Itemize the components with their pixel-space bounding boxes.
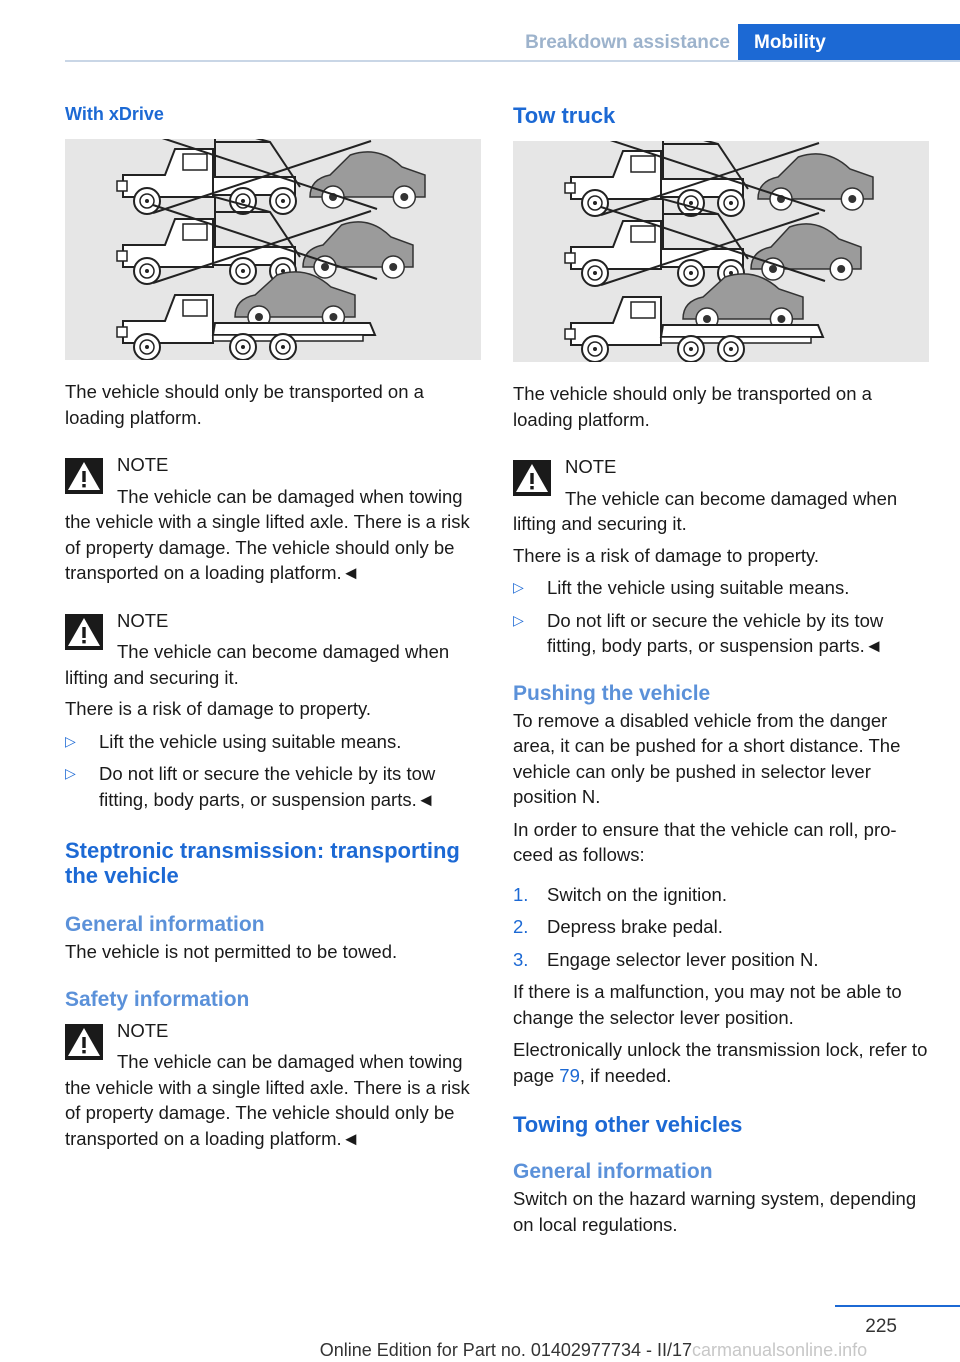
paragraph: Switch on the hazard warning system, depending on local regulations. <box>513 1188 917 1235</box>
section-heading-tow-truck: Tow truck <box>513 103 616 128</box>
bullet-list <box>513 575 929 659</box>
left-column <box>65 100 481 1157</box>
step-number: 3. <box>513 948 529 970</box>
header-section-title: Breakdown assistance <box>525 32 730 53</box>
warning-note <box>65 452 481 586</box>
subsection-heading: General information <box>513 1160 713 1183</box>
tow-truck-illustration-icon <box>513 141 929 362</box>
list-item-text: Do not lift or secure the vehicle by its tow fitting, body parts, or suspension parts.◄ <box>547 609 884 656</box>
note-title: NOTE <box>565 456 617 477</box>
subsection-heading: Pushing the vehicle <box>513 681 711 705</box>
note-title: NOTE <box>117 454 169 475</box>
note-title: NOTE <box>117 1019 169 1041</box>
paragraph: To remove a disabled vehicle from the danger area, it can be pushed for a short distance. The vehicle can only be pushed in selector lever position N. <box>513 709 901 807</box>
step-text: Switch on the ignition. <box>547 883 727 905</box>
triangle-bullet-icon: ▷ <box>513 611 524 628</box>
page-number: 225 <box>865 1316 897 1337</box>
step-number: 2. <box>513 916 529 937</box>
header-chapter-tab: Mobility <box>738 24 960 62</box>
step-number: 1. <box>513 883 529 905</box>
tow-truck-figure <box>513 141 929 362</box>
triangle-bullet-icon: ▷ <box>65 765 76 781</box>
note-title: NOTE <box>117 609 169 631</box>
warning-note <box>513 454 929 537</box>
section-heading: Steptronic transmission: transporting the vehicle <box>65 838 460 888</box>
warning-triangle-icon <box>65 458 103 494</box>
list-item-text: Lift the vehicle using suitable means. <box>99 730 402 752</box>
list-item <box>513 575 929 601</box>
footer-rule <box>835 1305 960 1307</box>
step-text: Depress brake pedal. <box>547 916 723 937</box>
warning-note <box>65 608 481 691</box>
list-item-text: Do not lift or secure the vehicle by its tow fitting, body parts, or suspension parts.◄ <box>99 763 436 810</box>
note-body: The vehicle can be damaged when towing the vehicle with a single lifted axle. There is a risk of property damage. The vehicle should only be transported on a loading platform.◄ <box>65 1051 470 1149</box>
list-item <box>513 947 929 973</box>
note-body: The vehicle can be damaged when towing the vehicle with a single lifted axle. There is a risk of property damage. The vehicle should only be transported on a loading platform.◄ <box>65 485 470 583</box>
tow-truck-illustration-icon <box>65 139 481 360</box>
warning-triangle-icon <box>65 614 103 650</box>
note-body: The vehicle can become damaged when lifting and securing it. <box>65 641 450 688</box>
list-item <box>65 761 481 812</box>
paragraph-text: , if needed. <box>579 1064 672 1086</box>
triangle-bullet-icon: ▷ <box>65 732 76 749</box>
paragraph: There is a risk of damage to property. <box>65 698 372 719</box>
list-item <box>513 914 929 940</box>
paragraph <box>513 1037 929 1088</box>
paragraph-text: Electronically unlock the transmission lock, refer to page <box>513 1039 928 1086</box>
step-text: Engage selector lever position N. <box>547 948 819 970</box>
section-heading: Towing other vehicles <box>513 1112 743 1137</box>
paragraph: The vehicle should only be transported on a loading platform. <box>65 381 424 428</box>
watermark: carmanualsonline.info <box>692 1340 868 1360</box>
paragraph: There is a risk of damage to property. <box>513 544 820 566</box>
paragraph: The vehicle is not permitted to be towed. <box>65 941 398 962</box>
page-reference-link[interactable]: 79 <box>559 1064 580 1086</box>
bullet-list <box>65 729 481 813</box>
header-rule <box>65 60 960 62</box>
list-item <box>513 608 929 659</box>
subhead-with-xdrive: With xDrive <box>65 104 164 124</box>
warning-triangle-icon <box>513 460 551 496</box>
tow-truck-figure <box>65 139 481 360</box>
edition-info: Online Edition for Part no. 01402977734 - II/17 <box>319 1340 692 1360</box>
numbered-steps <box>513 882 929 973</box>
paragraph: If there is a malfunction, you may not be able to change the selector lever position. <box>513 981 902 1028</box>
triangle-bullet-icon: ▷ <box>513 579 524 595</box>
warning-note <box>65 1018 481 1152</box>
note-body: The vehicle can become damaged when lifting and securing it. <box>513 487 898 534</box>
subsection-heading: Safety information <box>65 987 250 1011</box>
paragraph: In order to ensure that the vehicle can roll, proceed as follows: <box>513 818 897 865</box>
subsection-heading: General information <box>65 913 265 936</box>
right-column <box>513 100 929 1244</box>
warning-triangle-icon <box>65 1024 103 1060</box>
paragraph: The vehicle should only be transported on a loading platform. <box>513 383 872 430</box>
list-item <box>513 882 929 908</box>
list-item-text: Lift the vehicle using suitable means. <box>547 577 850 598</box>
list-item <box>65 729 481 755</box>
